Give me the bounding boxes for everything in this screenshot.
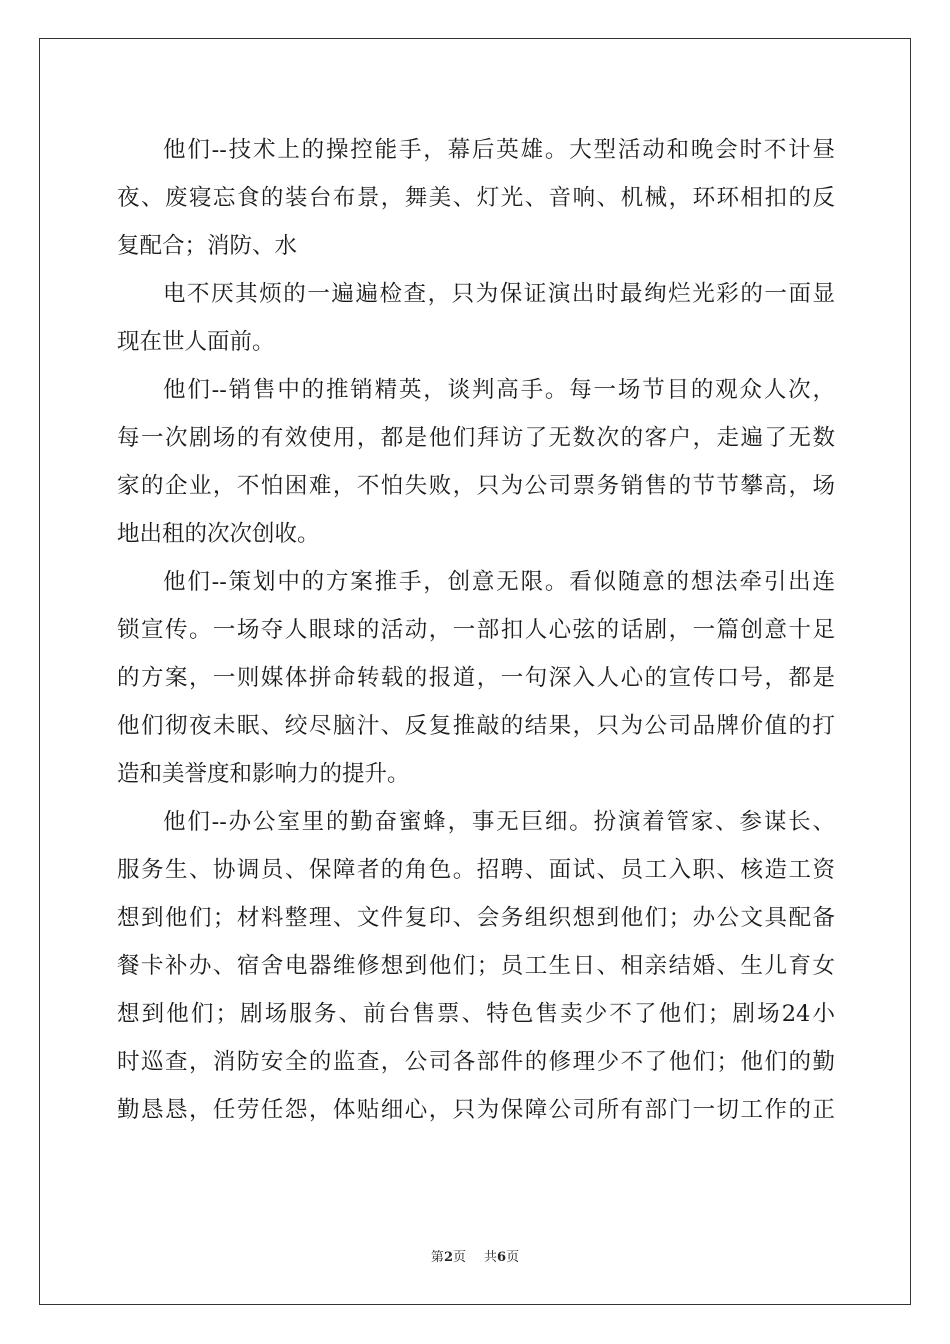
total-pages: 6: [497, 1250, 507, 1265]
page-prefix: 第: [430, 1250, 444, 1265]
text-line: 电不厌其烦的一遍遍检查，只为保证演出时最绚烂光彩的一面显: [163, 281, 835, 307]
document-body: [117, 126, 835, 1134]
total-suffix: 页: [506, 1250, 520, 1265]
text-line: 复配合；消防、水: [117, 233, 298, 259]
text-line: 餐卡补办、宿舍电器维修想到他们；员工生日、相亲结婚、生儿育女: [117, 953, 835, 979]
text-line: 服务生、协调员、保障者的角色。招聘、面试、员工入职、核造工资: [117, 857, 835, 883]
text-line: 每一次剧场的有效使用，都是他们拜访了无数次的客户，走遍了无数: [117, 425, 835, 451]
text-line: 想到他们；材料整理、文件复印、会务组织想到他们；办公文具配备: [117, 905, 835, 931]
text-line: 勤恳恳，任劳任怨，体贴细心，只为保障公司所有部门一切工作的正: [117, 1097, 835, 1123]
text-line: 他们--技术上的操控能手，幕后英雄。大型活动和晚会时不计昼: [163, 137, 835, 163]
text-line: 他们--办公室里的勤奋蜜蜂，事无巨细。扮演着管家、参谋长、: [163, 809, 835, 835]
total-prefix: 共: [484, 1250, 498, 1265]
text-line: 想到他们；剧场服务、前台售票、特色售卖少不了他们；剧场24小: [117, 1001, 835, 1027]
text-line: 他们彻夜未眠、绞尽脑汁、反复推敲的结果，只为公司品牌价值的打: [117, 713, 835, 739]
text-line: 地出租的次次创收。: [117, 521, 320, 547]
text-line: 家的企业，不怕困难，不怕失败，只为公司票务销售的节节攀高，场: [117, 473, 835, 499]
page-footer: [0, 1246, 950, 1265]
text-line: 时巡查，消防安全的监查，公司各部件的修理少不了他们；他们的勤: [117, 1049, 835, 1075]
page-number: 2: [443, 1250, 453, 1265]
text-line: 夜、废寝忘食的装台布景，舞美、灯光、音响、机械，环环相扣的反: [117, 185, 835, 211]
text-line: 锁宣传。一场夺人眼球的活动，一部扣人心弦的话剧，一篇创意十足: [117, 617, 835, 643]
text-line: 现在世人面前。: [117, 329, 275, 355]
text-line: 他们--销售中的推销精英，谈判高手。每一场节目的观众人次，: [163, 377, 835, 403]
text-line: 的方案，一则媒体拼命转载的报道，一句深入人心的宣传口号，都是: [117, 665, 835, 691]
text-line: 他们--策划中的方案推手，创意无限。看似随意的想法牵引出连: [163, 569, 835, 595]
page-suffix: 页: [452, 1250, 466, 1265]
text-line: 造和美誉度和影响力的提升。: [117, 761, 410, 787]
